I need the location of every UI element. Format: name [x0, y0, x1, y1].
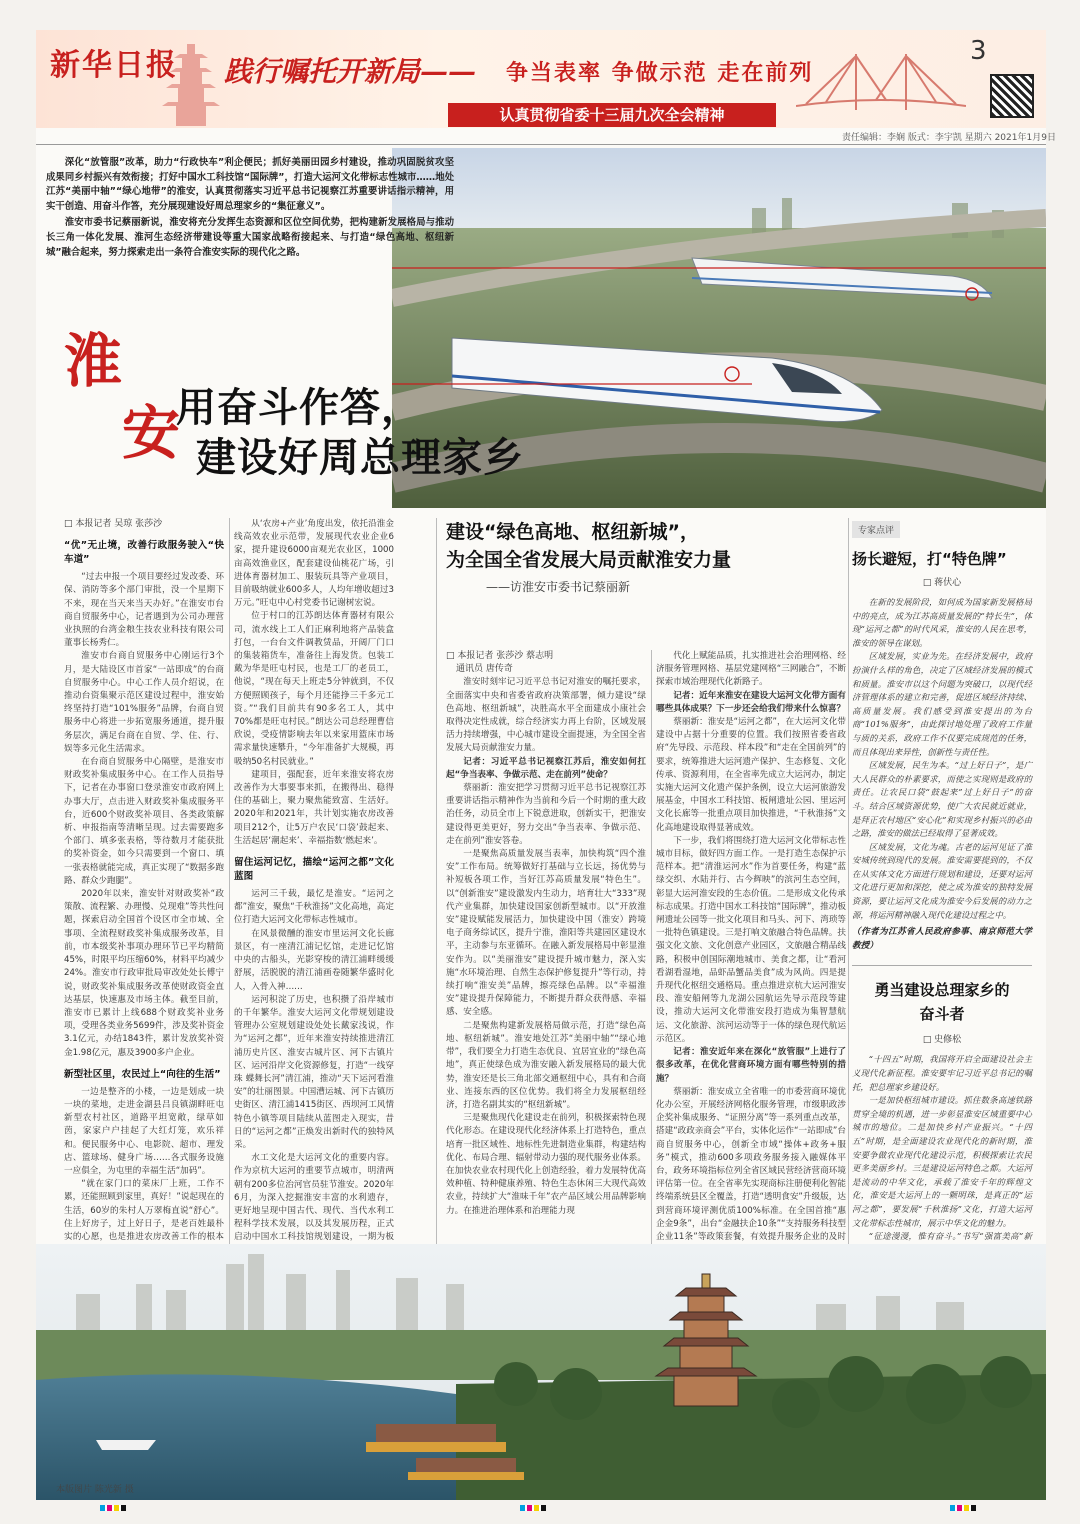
column-title: 践行嘱托开新局—— [224, 55, 477, 88]
newspaper-page [36, 30, 1056, 1500]
photo-caption: 本版图片 陈光新 摄 [56, 1485, 134, 1495]
interview-subtitle: ——访淮安市委书记蔡丽新 [486, 580, 631, 594]
paragraph: 一是加快枢纽城市建设。抓住数条高速铁路贯穿全境的机遇，进一步彰显淮安区域重要中心城市的地位。二是加快乡村产业振兴。“十四五”时期，是全面建设农业现代化的新时期，淮安要争做农业现代化建设示范，积极探索让农民更多美丽乡村。三是建设运河特色之都。大运河是流动的中华文化，承载了淮安千年的辉煌文化，淮安是大运河上的一颗明珠，是真正的“运河之都”，要发展“千秋淮扬”文化，打造大运河文化带标志性城市，展示中华文化的魅力。 [852, 1095, 1032, 1228]
expert-commentary-sidebar [852, 518, 1032, 1302]
paragraph: 建项目，强配套，近年来淮安将农房改善作为大事要事来抓，在搬得出、稳得住的基础上，聚力聚焦能致富、生活好。2020年和2021年，共计划实施农房改善项目212个，让5万户农民‘口袋’鼓起来、生活起居‘潮起来’、幸福指数‘燃起来’。 [234, 769, 394, 846]
paragraph: 在风景微醺的淮安市里运河文化长廊景区，有一座清江浦记忆馆，走进记忆馆中央的古船头，光影穿梭的清江浦畔缓缓舒展，活脱脱的清江浦画卷随繁华盛时化人，入骨入神…… [234, 928, 394, 992]
paragraph: 一边是整齐的小楼，一边是划成一块一块的菜地，走进金湖县吕良镇湖畔旺屯新型农村社区，道路平坦宽敞，绿草如茵，家家户户挂起了大红灯笼，欢乐祥和。便民服务中心、电影院、超市、理发店、篮球场、健身广场……各式服务设施一应俱全，为屯里的幸福生活“加码”。 [64, 1086, 224, 1176]
registration-marks-icon [520, 1505, 550, 1511]
paragraph: 区域发展，民生为本。“过上好日子”，是广大人民群众的朴素要求，而使之实现则是政府的责任。让农民口袋“鼓起来”过上好日子”的奋斗。结合区域资源优势，使广大农民就近就业，是拜正农村地区“安心化”和实现乡村振兴的必由之路，淮安的做法已经取得了显著成效。 [852, 760, 1032, 839]
paragraph: 淮安市台商自贸服务中心刚运行3个月，是大陆设区市首家“一站即成”的台商自贸服务中心。中心工作人员介绍说，在推动台资集聚示范区建设过程中，淮安始终坚持打造“101%服务”品牌，台商自贸服务中心将进一步拓宽服务通道，提升服务层次，满足台商在自贸、学、住、行、娱等多元化生活需求。 [64, 651, 224, 754]
lead-paragraphs [46, 156, 454, 262]
paragraph: 淮安时刻牢记习近平总书记对淮安的嘱托要求，全面落实中央和省委省政府决策部署，倾力建设“绿色高地、枢纽新城”，决胜高水平全面建成小康社会取得决定性成就，综合经济实力再上台阶，区域发展活力持续增强，中心城市建设全面提速，为全国全省发展大局贡献淮安力量。 [446, 677, 646, 754]
masthead [36, 30, 1046, 128]
paragraph: “十四五”时期，我国将开启全面建设社会主义现代化新征程。淮安要牢记习近平总书记的嘱托，把总理家乡建设好。 [852, 1054, 1032, 1092]
newspaper-logo: 新华日报 [50, 48, 178, 83]
paragraph: 水工文化是大运河文化的重要内容。作为京杭大运河的重要节点城市，明清两朝有200多位治河官员驻节淮安。2020年6月，为深入挖掘淮安丰富的水利遗存，更好地呈现中国古代、现代、当代水利工程科学技术发展，以及其发展历程，正式启动中国水工科技馆规划建设，一期为板 [234, 1153, 394, 1243]
paragraph: 在新的发展阶段，如何成为国家新发展格局中的亮点，成为江苏高质量发展的“特长生”，体现“运河之都”的时代风采，淮安的人民在思考，淮安的领导在谋划。 [852, 597, 1032, 648]
main-headline-line1: 用奋斗作答， [176, 385, 422, 431]
lead-paragraph: 淮安市委书记蔡丽新说，淮安将充分发挥生态资源和区位空间优势，把构建新发展格局与推动长三角一体化发展、淮河生态经济带建设等重大国家战略衔接起来、与打造“绿色高地、枢纽新城”融合起来，努力探索走出一条符合淮安实际的现代化之路。 [46, 217, 454, 258]
paragraph: 从‘农房+产业’角度出发，依托沿淮金线高效农业示范带，发展现代农业企业6家，提升建设6000亩观光农业区，1000亩高效渔业区，配套建设仙桃花广场，引进体育器材加工、服装玩具等产业项目，目前吸纳就业600多人，人均年增收超过3万元。”旺屯中心村党委书记谢树宏说。 [234, 519, 394, 609]
registration-marks-icon [950, 1505, 980, 1511]
byline: □ 本报记者 吴琼 张莎沙 [64, 519, 163, 529]
section-tag: 专家点评 [852, 521, 900, 538]
interview-headline [446, 518, 846, 595]
main-headline-line2: 建设好周总理家乡 [196, 435, 524, 481]
commentary-author: □ 史修松 [922, 1035, 962, 1046]
headline-char-an: 安 [122, 399, 181, 467]
paragraph: “就在家门口的菜床厂上班，工作不累，还能照顾到家里，真好！”说起现在的生活，60岁的朱村人万翠梅直说“舒心”。住上好房子，过上好日子，是老百姓最朴实的心愿，也是推进农房改善工作的根本 [64, 1179, 224, 1242]
paragraph: 蔡丽新：淮安成立全省唯一的市委营商环境优化办公室，开展经济网格化服务管理，市级职政涉企奖补集成服务、“证照分离”等一系列重点改革，搭建“政政亲商会”平台，实体化运作“一站即成”台商自贸服务中心，创新全市域“操体+政务+服务”模式，推动600多项政务服务接入融媒体平台，政务环境指标位列全省区域民营经济营商环境评估第一位。在全省率先实现商标注册便利化智能终端系统县区全覆盖，打造“透明食安”升级版，达到营商环境评测优质100%标准。在全国首推“惠企金9条”，出台“金融扶企10条”“支持服务科技型企业11条”等政策套餐，有效提升服务企业的及时 [656, 1086, 846, 1242]
paragraph: 2020年以来，淮安针对财政奖补“政策散、流程繁、办理慢、兑现难”等共性问题，探索启动全国首个设区市全市域、全事项、全流程财政奖补集成服务改革，目前，市本级奖补事项办理环节已平均精简45%，时限平均压缩60%，材料平均减少24%。淮安市行政审批局审改处处长傅宁说，财政奖补集成服务改革使财政资金直达基层，快速惠及市场主体。截至目前，淮安市已累计上线688个财政奖补业务项，受理各类业务5699件，涉及奖补资金3.1亿元，办结1843件，累计发放奖补资金1.98亿元，惠及3900多户企业。 [64, 889, 224, 1058]
subheading: 新型社区里，农民过上“向往的生活” [64, 1068, 221, 1080]
lead-paragraph: 深化“放管服”改革，助力“行政快车”利企便民；抓好美丽田园乡村建设，推动巩固脱贫攻坚成果同乡村振兴有效衔接；打好中国水工科技馆“国际牌”，打造大运河文化带标志性城市……地处江苏“美丽中轴”“绿心地带”的淮安，认真贯彻落实习近平总书记视察江苏重要讲话指示精神，用实干创造、用奋斗作答，充分展现建设好周总理家乡的“集征意义”。 [46, 157, 454, 212]
paragraph: 区域发展，文化为魂。古老的运河见证了淮安城传统到现代的发展。淮安需要提到的，不仅在从实体文化方面进行规划和建设，还要对运河文化进行更加和深挖，使之成为淮安的独特发展资源，要让运河文化成为淮安今后发展的动力之源，将运河精神融入现代化建设过程之中。 [852, 841, 1032, 920]
paragraph: “征途漫漫，惟有奋斗。”书写“强富美高”新 [868, 1231, 1032, 1242]
qr-code-icon [990, 74, 1034, 118]
bridge-illustration-icon [796, 50, 966, 120]
theme-banner: 认真贯彻省委十三届九次全会精神 [448, 103, 776, 127]
paragraph: 代化上赋能品质，扎实推进社会治理网格、经济服务管理网格、基层党建网格“三网融合”，不断探索市域治理现代化新路子。 [656, 651, 846, 688]
byline: 通讯员 唐传奇 [456, 664, 513, 675]
paragraph: 蔡丽新：淮安是“运河之都”，在大运河文化带建设中占据十分重要的位置。我们按照省委省政府“先导段、示范段、样本段”和“走在全国前列”的要求，统筹推进大运河遗产保护、生态修复、文化传承、资源利用，在全省率先成立大运河办，制定实施大运河文化遗产保护条例，设立大运河旅游发展基金，中国水工科技馆、板闸遗址公园、里运河文化长廊等一批重点项目加快推进，“千秋淮扬”文化高地建设取得显著成效。 [656, 717, 846, 833]
question: 记者：近年来淮安在建设大运河文化带方面有哪些具体成果？下一步还会给我们带来什么惊喜？ [656, 690, 846, 714]
column-slogan: 争当表率 争做示范 走在前列 [506, 60, 814, 86]
commentary-title-2-line1: 勇当建设总理家乡的 [874, 981, 1010, 1000]
author-note: （作者为江苏省人民政府参事、南京师范大学教授） [852, 927, 1032, 951]
paragraph: 运河积淀了历史，也积攒了沿岸城市的千年繁华。淮安大运河文化带规划建设管理办公室规划建设处处长戴家浅说，作为“运河之都”，近年来淮安持续推进清江浦历史片区、淮安古城片区、河下古镇片区、运河沿岸文化资源修复，打造“一线穿珠 蝶舞长河”清江浦，推动“天下运河看淮安”的壮丽图景。中国漕运城、河下古镇历史街区、清江浦1415街区、西坝河工风情特色小镇等项目陆续从蓝图走入现实，昔日的“运河之都”正焕发出新时代的独特风采。 [234, 994, 394, 1150]
edition-meta: 责任编辑：李娴 版式：李宇凯 星期六 2021年1月9日 [842, 133, 1056, 143]
commentary-title-2-line2: 奋斗者 [919, 1005, 965, 1024]
city-skyline-photo [36, 1244, 1046, 1500]
sidebar-divider [852, 965, 1032, 966]
paragraph: 蔡丽新：淮安把学习贯彻习近平总书记视察江苏重要讲话指示精神作为当前和今后一个时期的重大政治任务，动员全市上下锐意进取，创新实干，把淮安建设得更美更好，努力交出“争当表率、争做示范、走在前列”淮安答卷。 [446, 783, 646, 846]
paragraph: 一是聚焦高质量发展当表率，加快构筑“四个淮安”工作布局。统筹做好打基础与立长远，扬优势与补短板各项工作，当好江苏高质量发展“特色生”。以“创新淮安”建设激发内生动力，培育壮大“333”现代产业集群，加快建设国家创新型城市。以“开放淮安”建设赋能发展活力，加快建设中国（淮安）跨境电子商务综试区，提升宁淮，淮阳等共建园区建设水平，主动参与东亚循环。在融入新发展格局中彰显淮安作为。以“美丽淮安”建设提升城市魅力，深入实施“水环境治理、自然生态保护修复提升”等行动，持续打响“淮安美”品牌，擦亮绿色品牌。以“幸福淮安”建设提升保障能力，不断提升群众获得感、幸福感、安全感。 [446, 849, 646, 1018]
interview-title-line2: 为全国全省发展大局贡献淮安力量 [446, 549, 732, 571]
commentary-text [852, 596, 1032, 953]
paragraph: 区域发展，实业为先。在经济发展中，政府扮演什么样的角色，决定了区域经济发展的模式和质量。淮安市以这个问题为突破口，以现代经济管理体系的建立和完善，促进区域经济持续、高质量发展。我们感受到淮安提出的为台商“101%服务”，由此探讨地处理了政府工作量与质的关系，政府工作不仅要完成规范的任务，而且体现出来异性，创新性与责任性。 [852, 651, 1032, 757]
paragraph: 二是聚焦构建新发展格局做示范，打造“绿色高地、枢纽新城”。淮安地处江苏“美丽中轴”“绿心地带”，我们要全力打造生态优良、宜居宜业的“绿色高地”，真正使绿色成为淮安融入新发展格局的最大优势，淮安还是长三角北部交通枢纽中心，具有和合商业、连接东西的区位优势。我们将全力发展枢纽经济，打造名副其实的“枢纽新城”。 [446, 1020, 646, 1110]
interview-title-line1: 建设“绿色高地、枢纽新城”， [446, 521, 699, 543]
subheading: 留住运河记忆，描绘“运河之都”文化蓝图 [234, 857, 394, 883]
headline-char-huai: 淮 [64, 327, 123, 395]
paragraph: 下一步，我们将围绕打造大运河文化带标志性城市目标，做好四方面工作。一是打造生态保护示范样本。把“清淮运河水”作为首要任务，构建“蓝绿交织、水陆并行、古今辉映”的滨河生态空间，彰显大运河淮安段的生态价值。二是形成文化传承标志成果。打造中国水工科技馆“国际牌”，推动板闸遗址公园等一批文化项目和马头、河下、湾琐等一批特色镇建设。三是打响文旅融合特色品牌。扶强文化文旅、文化创意产业园区，文旅融合精品线路，积极申创国际潮地城市、美食之都，让“看河看湖看湿地，品虾品蟹品美食”成为风尚。四是提升现代化枢纽交通格局。重点推进京杭大运河淮安段、淮安船闸等九龙湖公园航运先导示范段等建设，推动大运河文化带淮安段打造成为集智慧航运、文化旅游、滨河运动等于一体的绿色现代航运示范区。 [656, 835, 846, 1044]
paragraph: “过去申报一个项目要经过发改委、环保、消防等多个部门审批，没一个星期下不来，现在当天来当天办好。”在淮安市台商自贸服务中心，记者遇到为公司办理营业执照的台湾金粮生技农业科技有限公司董事长杨秀仁。 [64, 572, 224, 649]
paragraph: 三是聚焦现代化建设走在前列，积极探索特色现代化形态。在建设现代化经济体系上打造特色，重点培育一批区域性、地标性先进制造业集群，构建结构优化、布局合理、辐射带动力强的现代服务业体系。在加快农业农村现代化上创造经验，着力发展特优高效种植、特种健康养殖、特色生态休闲三大现代高效农业，持续扩大“淮味千年”农产品区域公用品牌影响力。在推进治理体系和治理能力现 [446, 1113, 646, 1216]
byline: □ 本报记者 张莎沙 蔡志明 [446, 651, 554, 661]
subheading: “优”无止境，改善行政服务驶入“快车道” [64, 540, 224, 566]
page-number: 3 [970, 36, 987, 66]
header-rule [36, 144, 1046, 145]
registration-marks-icon [100, 1505, 130, 1511]
commentary-title: 扬长避短，打“特色牌” [852, 550, 1007, 568]
paragraph: 位于村口的江苏朗达体育器材有限公司，流水线上工人们正麻利地将产品装盒打包，一台台文件调教赁品，开阔厂门口的集装箱货车，准备往上海发货。包装工戴为华是旺屯村民，也是工厂的老员工，他说，“现在每天上班走5分钟就到，不仅方便照顾孩子，每个月还能挣三千多元工资。”“我们目前共有90多名工人，其中70%都是旺屯村民。”朗达公司总经理曹信欣说，受疫情影响去年以来家用篮床市场需求量快速攀升，“今年准备扩大规模，再吸纳50名村民就业。” [234, 611, 394, 767]
commentary-author: □ 蒋伏心 [922, 578, 962, 588]
question: 记者：淮安近年来在深化“放管服”上进行了很多改革，在优化营商环境方面有哪些特别的措施？ [656, 1047, 846, 1084]
question: 记者：习近平总书记视察江苏后，淮安如何扛起“争当表率、争做示范、走在前列”使命？ [446, 756, 646, 780]
paragraph: 在台商自贸服务中心隔壁，是淮安市财政奖补集成服务中心。在工作人员指导下，记者在办事窗口登录淮安市政府网上办事大厅，点击进入财政奖补集成服务平台，近600个财政奖补项目、各类政策解析、申报指南等清晰呈现。过去需要跑多个部门、填多张表格，等待数月才能获批的奖补资金，如今只需要到一个窗口、填一张表格就能完成，真正实现了“数据多跑路、群众少跑腿”。 [64, 757, 224, 886]
paragraph: 运河三千载，最忆是淮安。“运河之都”淮安，聚焦“千秋淮扬”文化高地，高定位打造大运河文化带标志性城市。 [234, 889, 394, 926]
